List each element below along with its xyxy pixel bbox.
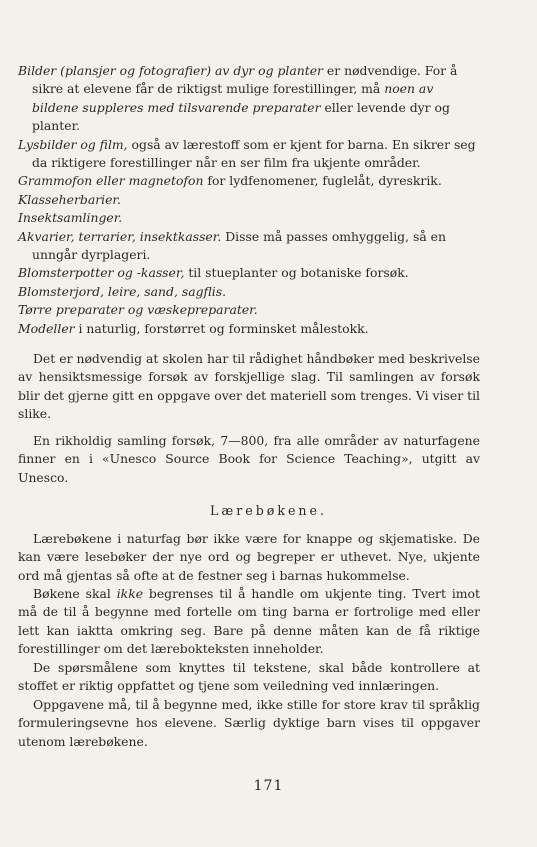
emphasis: ikke [116, 586, 144, 601]
list-item [18, 62, 480, 136]
list-item [18, 191, 480, 209]
list-item-lead: Modeller [18, 320, 75, 336]
list-item [18, 228, 480, 265]
list-item-lead: Lysbilder og film, [18, 136, 128, 152]
paragraph-text: begrenses til å handle om ukjente ting. Tvert imot må de til å begynne med fortelle om ting barna er fortrolige med eller lett kan iaktta omkring seg. Bare på denne måten kan de få riktige forestillinger om det lærebokteksten inneholder. [18, 586, 480, 657]
paragraph: Det er nødvendig at skolen har til rådighet håndbøker med beskrivelse av hensiktsmessige forsøk av forskjellige slag. Til samlingen av forsøk blir det gjerne gitt en oppgave over det materiell som trenges. Vi viser til slike. [18, 351, 480, 422]
list-item-lead: Akvarier, terrarier, insektkasser. [18, 228, 222, 244]
section-heading: Lærebøkene. [210, 503, 327, 518]
list-item-lead: Grammofon eller magnetofon [18, 173, 204, 189]
paragraph: Lærebøkene i naturfag bør ikke være for knappe og skjematiske. De kan være lesebøker der nye ord og begreper er uthevet. Nye, ukjente ord må gjentas så ofte at de festner seg i barnas hukommelse. [18, 531, 480, 583]
list-item [18, 136, 480, 173]
list-item-lead: Bilder (plansjer og fotografier) av dyr og planter [18, 63, 323, 78]
list-item-text: Disse må passes omhyggelig, så en unngår dyrplageri. [32, 228, 446, 263]
list-item-text: til stueplanter og botaniske forsøk. [184, 265, 409, 281]
list-item-lead: Blomsterjord, leire, sand, sagflis. [18, 283, 227, 299]
list-item-text: i naturlig, forstørret og forminsket målestokk. [74, 320, 369, 336]
list-item-text: for lydfenomener, fuglelåt, dyreskrik. [203, 173, 442, 189]
list-item-text: er nødvendige. For å sikre at elevene får de riktigst mulige forestillinger, må [32, 63, 458, 97]
list-item-lead: noen av bildene suppleres med tilsvarende preparater [32, 81, 434, 115]
paragraph [18, 585, 480, 659]
page-number: 171 [253, 778, 284, 794]
list-item-lead: Klasseherbarier. [18, 191, 121, 207]
paragraph: Oppgavene må, til å begynne med, ikke stille for store krav til språklig formuleringsevne hos elevene. Særlig dyktige barn vises til oppgaver utenom lærebøkene. [18, 697, 480, 749]
list-item [18, 320, 480, 338]
list-item [18, 209, 480, 227]
list-item-text: eller levende dyr og planter. [32, 99, 450, 134]
equipment-list [18, 62, 480, 338]
list-item [18, 172, 480, 190]
list-item-lead: Tørre preparater og væskepreparater. [18, 302, 258, 318]
list-item-lead: Insektsamlinger. [18, 210, 123, 226]
paragraph: En rikholdig samling forsøk, 7—800, fra alle områder av naturfagene finner en i «Unesco Source Book for Science Teaching», utgitt av Unesco. [18, 433, 480, 485]
list-item [18, 264, 480, 282]
list-item-lead: Blomsterpotter og -kasser, [18, 265, 185, 281]
list-item-text: også av lærestoff som er kjent for barna. En sikrer seg da riktigere forestillinger når en ser film fra ukjente områder. [32, 136, 476, 171]
list-item [18, 283, 480, 301]
paragraph-text: Bøkene skal [33, 586, 117, 601]
list-item [18, 301, 480, 319]
paragraph: De spørsmålene som knyttes til tekstene, skal både kontrollere at stoffet er riktig oppfattet og tjene som veiledning ved innlæringen. [18, 660, 480, 694]
